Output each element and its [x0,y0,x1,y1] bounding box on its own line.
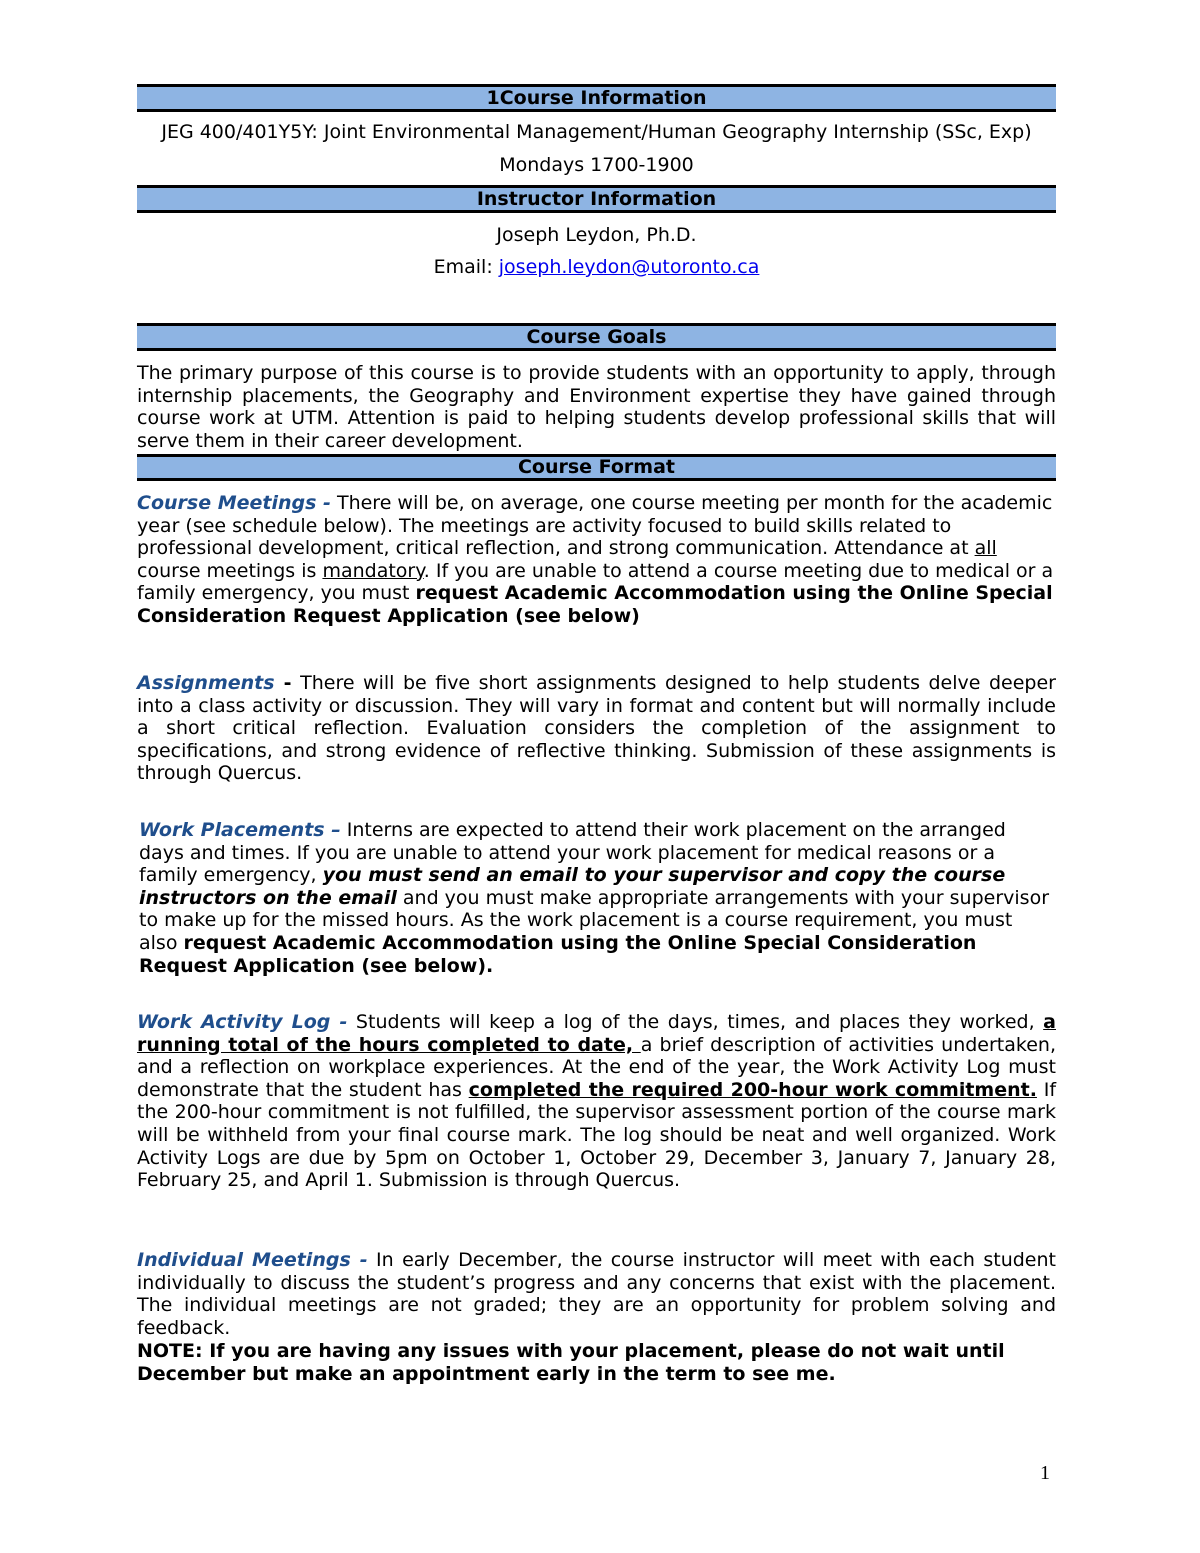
course-title-line: JEG 400/401Y5Y: Joint Environmental Management/Human Geography Internship (SSc, Exp) [161,121,1032,143]
individual-meetings-note: NOTE: If you are having any issues with your placement, please do not wait until December but make an appointment early in the term to see me. [137,1340,1005,1385]
instructor-email-line [137,256,1056,278]
instructor-info-header: Instructor Information [137,185,1056,213]
page-number: 1 [1040,1462,1050,1484]
course-meetings-heading: Course Meetings - [137,492,331,514]
course-format-header: Course Format [137,454,1056,481]
course-goals-text: The primary purpose of this course is to provide students with an opportunity to apply, through internship placements, the Geography and Environment expertise they have gained through course work at UTM. Attention is paid to helping students develop professional skills that will serve them in their career development. [137,362,1056,452]
work-placements-paragraph: Work Placements – Interns are expected to attend their work placement on the arranged days and times. If you are unable to attend your work placement for medical reasons or a family emergency, you must send an email to your supervisor and copy the course instructors on the email and you must make appropriate arrangements with your supervisor to make up for the missed hours. As the work placement is a course requirement, you must also request Academic Accommodation using the Online Special Consideration Request Application (see below). [139,819,1050,977]
assignments-paragraph: Assignments - There will be five short assignments designed to help students delve deeper into a class activity or discussion. They will vary in format and content but will normally include a short critical reflection. Evaluation considers the completion of the assignment to specifications, and strong evidence of reflective thinking. Submission of these assignments is through Quercus. [137,672,1056,785]
work-activity-log-paragraph: Work Activity Log - Students will keep a log of the days, times, and places they worked, a running total of the hours completed to date, a brief description of activities undertaken, and a reflection on workplace experiences. At the end of the year, the Work Activity Log must demonstrate that the student has completed the required 200-hour work commitment. If the 200-hour commitment is not fulfilled, the supervisor assessment portion of the course mark will be withheld from your final course mark. The log should be neat and well organized. Work Activity Logs are due by 5pm on October 1, October 29, December 3, January 7, January 28, February 25, and April 1. Submission is through Quercus. [137,1011,1057,1192]
individual-meetings-heading: Individual Meetings - [137,1249,368,1271]
individual-meetings-paragraph: Individual Meetings - In early December, the course instructor will meet with each student individually to discuss the student’s progress and any concerns that exist with the placement. The individual meetings are not graded; they are an opportunity for problem solving and feedback. [137,1249,1056,1339]
course-meetings-paragraph: Course Meetings - There will be, on average, one course meeting per month for the academic year (see schedule below). The meetings are activity focused to build skills related to professional development, critical reflection, and strong communication. Attendance at all course meetings is mandatory. If you are unable to attend a course meeting due to medical or a family emergency, you must request Academic Accommodation using the Online Special Consideration Request Application (see below) [137,492,1054,627]
work-activity-log-heading: Work Activity Log - [137,1011,348,1033]
course-schedule: Mondays 1700-1900 [499,154,694,176]
instructor-name: Joseph Leydon, Ph.D. [496,224,697,246]
instructor-email-link[interactable]: joseph.leydon@utoronto.ca [498,256,760,278]
work-placements-heading: Work Placements – [139,819,341,841]
course-info-header: 1Course Information [137,84,1056,112]
email-label: Email: [433,256,499,278]
assignments-heading: Assignments [137,672,275,694]
course-goals-header: Course Goals [137,323,1056,351]
